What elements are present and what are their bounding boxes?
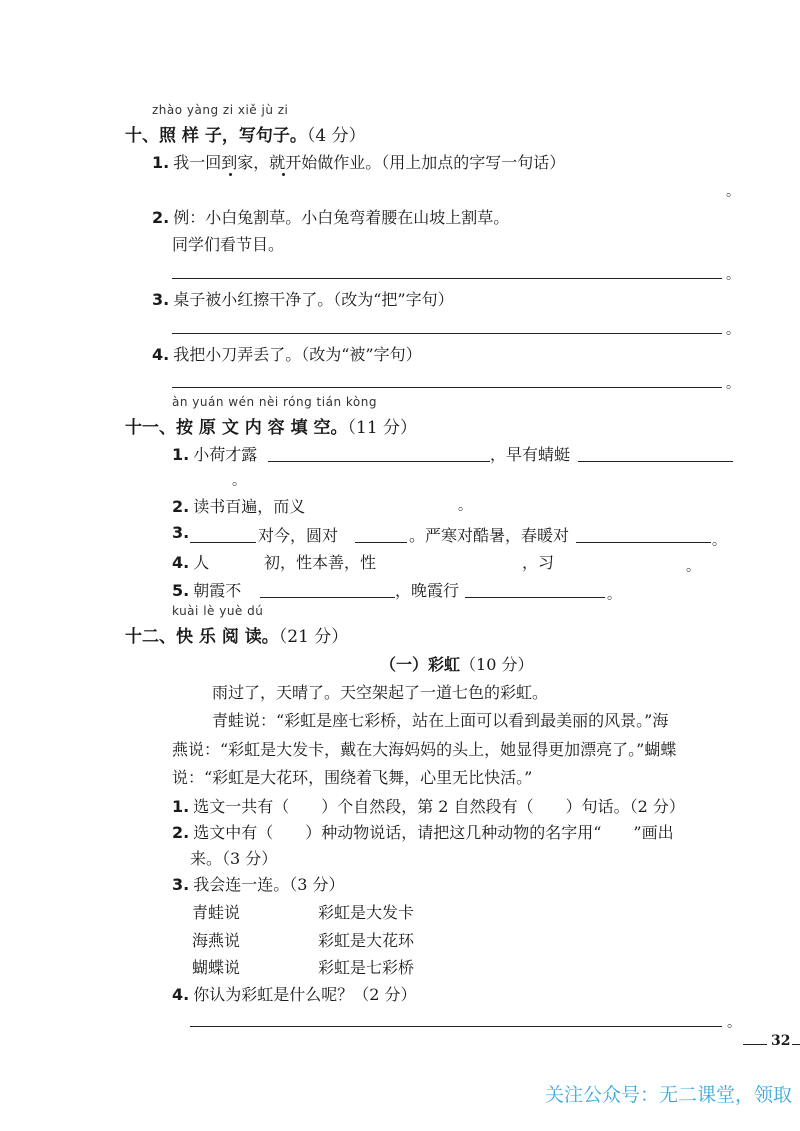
s12-q2 [172, 820, 674, 843]
s12-q1-text: 选文一共有（ ）个自然段，第 2 自然段有（ ）句话。（2 分） [193, 797, 685, 816]
s11-q1-period: 。 [232, 473, 246, 489]
s12-q2-text-cont: 来。（3 分） [190, 849, 278, 868]
s11-q1-text-b: ，早有蜻蜓 [490, 445, 571, 464]
section10-title-text: 十、照 样 子，写句子。 [125, 126, 307, 146]
s10-q4-answer-line[interactable] [172, 387, 722, 388]
s12-q2-text: 选文中有（ ）种动物说话，请把这几种动物的名字用“ ”画出 [193, 823, 674, 842]
s10-q3 [152, 287, 454, 310]
passage-title-text: （一）彩虹 [380, 655, 461, 674]
page-number: 32 [771, 1033, 791, 1049]
s10-q3-period: 。 [726, 322, 740, 338]
page-number-dash [743, 1044, 767, 1045]
s11-q4-text-a: 人 [193, 553, 210, 572]
s11-q5 [172, 578, 241, 601]
s10-q2-text: 例：小白兔割草。小白兔弯着腰在山坡上割草。 [173, 208, 510, 227]
s11-q2-number: 2. [172, 497, 190, 516]
s10-q3-number: 3. [152, 290, 170, 309]
s11-q2 [172, 494, 305, 517]
s10-q2-answer-line[interactable] [172, 278, 722, 279]
section11-pinyin: àn yuán wén nèi róng tián kòng [172, 395, 377, 409]
s12-q4-period: 。 [727, 1015, 741, 1031]
s10-q1-period: 。 [726, 184, 740, 200]
s12-q4 [172, 982, 417, 1005]
section10-points: （4 分） [306, 126, 366, 146]
section10-pinyin: zhào yàng zi xiě jù zi [152, 103, 289, 117]
s11-q2-period: 。 [458, 498, 472, 514]
s11-q4-number: 4. [172, 553, 190, 572]
s11-q4-period: 。 [686, 559, 700, 575]
s11-q3-blank-2[interactable] [355, 542, 407, 543]
match-left-item[interactable]: 青蛙说 [192, 903, 241, 922]
s11-q5-number: 5. [172, 581, 190, 600]
s12-q3-number: 3. [172, 875, 190, 894]
page-number-dash [792, 1044, 800, 1045]
section11-title [125, 413, 417, 438]
s11-q5-blank-2[interactable] [465, 597, 605, 598]
match-right-item[interactable]: 彩虹是七彩桥 [318, 958, 415, 977]
s10-q4-text: 我把小刀弄丢了。（改为“被”字句） [173, 345, 422, 364]
s12-q3 [172, 872, 345, 895]
s12-q1-number: 1. [172, 797, 190, 816]
passage-title [380, 652, 533, 675]
s11-q1-number: 1. [172, 445, 190, 464]
section12-title [125, 622, 348, 647]
match-left-item[interactable]: 海燕说 [192, 931, 241, 950]
s11-q1 [172, 442, 257, 465]
passage-paragraph-1: 雨过了，天晴了。天空架起了一道七色的彩虹。 [212, 683, 549, 702]
s12-q4-number: 4. [172, 985, 190, 1004]
s11-q3 [172, 523, 193, 542]
s11-q4 [172, 550, 209, 573]
s11-q4-text-c: ，习 [522, 553, 555, 572]
s11-q3-text-b: 。严寒对酷暑，春暖对 [409, 526, 570, 545]
s11-q1-blank-1[interactable] [268, 461, 490, 462]
s12-q2-number: 2. [172, 823, 190, 842]
passage-paragraph-2-line-2: 燕说：“彩虹是大发卡，戴在大海妈妈的头上，她显得更加漂亮了。”蝴蝶 [172, 740, 677, 759]
s11-q5-text-a: 朝霞不 [193, 581, 242, 600]
s12-q3-text: 我会连一连。（3 分） [193, 875, 345, 894]
s11-q1-blank-2[interactable] [578, 461, 733, 462]
s11-q2-text-a: 读书百遍，而义 [193, 497, 306, 516]
s10-q2-number: 2. [152, 208, 170, 227]
s11-q5-blank-1[interactable] [260, 597, 395, 598]
passage-paragraph-2-line-1: 青蛙说：“彩虹是座七彩桥，站在上面可以看到最美丽的风景。”海 [212, 711, 669, 730]
match-right-item[interactable]: 彩虹是大发卡 [318, 903, 415, 922]
s10-q2-period: 。 [726, 267, 740, 283]
s10-q1-text: 我一回到家，就开始做作业。（用上加点的字写一句话） [173, 153, 566, 172]
s10-q2 [152, 205, 509, 228]
s12-q1 [172, 794, 685, 817]
s10-q1 [152, 150, 565, 173]
s10-q1-number: 1. [152, 153, 170, 172]
s11-q5-period: 。 [607, 587, 621, 603]
section12-title-text: 十二、快 乐 阅 读。 [125, 627, 279, 647]
s11-q3-text-a: 对今，圆对 [258, 526, 339, 545]
section12-points: （21 分） [278, 627, 349, 647]
match-right-item[interactable]: 彩虹是大花环 [318, 931, 415, 950]
passage-points: （10 分） [460, 655, 534, 674]
section10-title [125, 121, 366, 146]
s10-q4 [152, 342, 422, 365]
emphasis-dot [282, 173, 285, 176]
s11-q3-blank-1[interactable] [190, 542, 256, 543]
match-left-item[interactable]: 蝴蝶说 [192, 958, 241, 977]
s10-q2-prompt: 同学们看节目。 [172, 235, 285, 254]
promo-text: 关注公众号：无二课堂，领取 [545, 1084, 793, 1106]
s11-q3-period: 。 [712, 533, 726, 549]
s12-q4-answer-line[interactable] [190, 1026, 722, 1027]
section12-pinyin: kuài lè yuè dú [172, 604, 264, 618]
s10-q3-answer-line[interactable] [172, 333, 722, 334]
section11-points: （11 分） [347, 418, 418, 438]
s12-q4-text: 你认为彩虹是什么呢？（2 分） [193, 985, 417, 1004]
s10-q4-period: 。 [726, 376, 740, 392]
emphasis-dot [229, 173, 232, 176]
s10-q3-text: 桌子被小红擦干净了。（改为“把”字句） [173, 290, 454, 309]
section11-title-text: 十一、按 原 文 内 容 填 空。 [125, 418, 348, 438]
s10-q4-number: 4. [152, 345, 170, 364]
s11-q4-text-b: 初，性本善，性 [264, 553, 377, 572]
s11-q3-number: 3. [172, 523, 190, 542]
s11-q3-blank-3[interactable] [576, 542, 711, 543]
s11-q5-text-b: ，晚霞行 [395, 581, 460, 600]
passage-paragraph-2-line-3: 说：“彩虹是大花环，围绕着飞舞，心里无比快活。” [172, 768, 533, 787]
s11-q1-text-a: 小荷才露 [193, 445, 258, 464]
